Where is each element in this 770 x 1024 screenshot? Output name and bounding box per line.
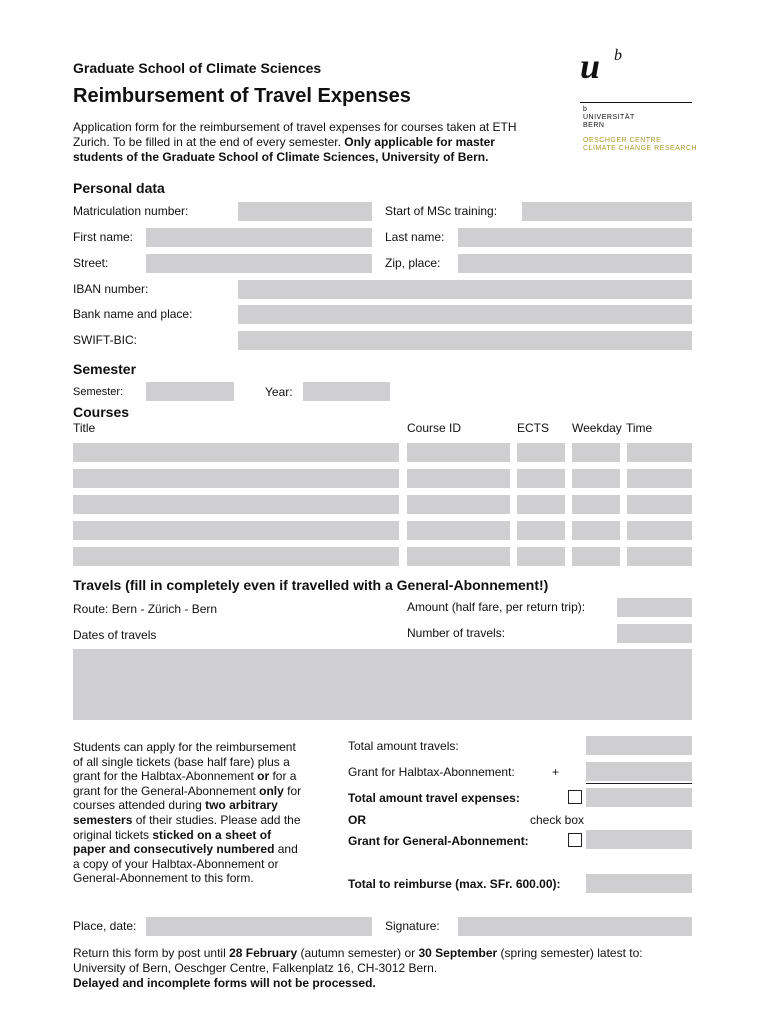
course-weekday-field[interactable]: [572, 469, 620, 488]
course-title-field[interactable]: [73, 521, 399, 540]
course-weekday-field[interactable]: [572, 547, 620, 566]
logo-line-4: OESCHGER CENTRE: [583, 137, 662, 144]
course-title-field[interactable]: [73, 547, 399, 566]
bank-field[interactable]: [238, 305, 692, 324]
halbtax-checkbox[interactable]: [568, 790, 582, 804]
total-travels-field[interactable]: [586, 736, 692, 755]
total-expenses-field[interactable]: [586, 788, 692, 807]
matriculation-field[interactable]: [238, 202, 372, 221]
zip-field[interactable]: [458, 254, 692, 273]
halbtax-field[interactable]: [586, 762, 692, 781]
swift-field[interactable]: [238, 331, 692, 350]
course-weekday-field[interactable]: [572, 443, 620, 462]
course-course-id-field[interactable]: [407, 521, 510, 540]
or-label: OR: [348, 813, 366, 827]
matriculation-label: Matriculation number:: [73, 204, 189, 218]
last-name-field[interactable]: [458, 228, 692, 247]
total-travels-label: Total amount travels:: [348, 739, 459, 753]
check-box-hint: check box: [530, 813, 585, 827]
course-ects-field[interactable]: [517, 547, 565, 566]
street-field[interactable]: [146, 254, 372, 273]
zip-label: Zip, place:: [385, 256, 441, 270]
course-ects-field[interactable]: [517, 443, 565, 462]
reimburse-label: Total to reimburse (max. SFr. 600.00):: [348, 877, 561, 891]
col-ects: ECTS: [517, 421, 550, 435]
dates-field[interactable]: [73, 649, 692, 720]
logo-u: u: [580, 46, 601, 86]
street-label: Street:: [73, 256, 109, 270]
amount-label: Amount (half fare, per return trip):: [407, 600, 586, 614]
course-time-field[interactable]: [627, 443, 692, 462]
plus-sign: +: [552, 765, 560, 779]
course-weekday-field[interactable]: [572, 521, 620, 540]
first-name-label: First name:: [73, 230, 134, 244]
year-field[interactable]: [303, 382, 390, 401]
course-ects-field[interactable]: [517, 521, 565, 540]
logo-rule: [580, 102, 692, 103]
travels-heading: Travels (fill in completely even if travelled with a General-Abonnement!): [73, 577, 549, 593]
route-label: Route: Bern - Zürich - Bern: [73, 602, 218, 616]
col-title: Title: [73, 421, 96, 435]
swift-label: SWIFT-BIC:: [73, 333, 137, 347]
ga-checkbox[interactable]: [568, 833, 582, 847]
reimburse-field[interactable]: [586, 874, 692, 893]
logo-line-1: b: [583, 106, 588, 113]
halbtax-label: Grant for Halbtax-Abonnement:: [348, 765, 515, 779]
course-weekday-field[interactable]: [572, 495, 620, 514]
school-name: Graduate School of Climate Sciences: [73, 60, 322, 76]
dates-label: Dates of travels: [73, 628, 157, 642]
iban-label: IBAN number:: [73, 282, 149, 296]
course-title-field[interactable]: [73, 443, 399, 462]
logo-line-5: CLIMATE CHANGE RESEARCH: [583, 145, 698, 152]
msc-start-label: Start of MSc training:: [385, 204, 498, 218]
ga-label: Grant for General-Abonnement:: [348, 834, 529, 848]
logo-line-2: UNIVERSITÄT: [583, 114, 635, 121]
sum-rule: [586, 783, 692, 784]
intro-line-3: students of the Graduate School of Climate Sciences, University of Bern.: [73, 150, 489, 164]
form-title: Reimbursement of Travel Expenses: [73, 85, 411, 107]
course-ects-field[interactable]: [517, 495, 565, 514]
info-paragraph: Students can apply for the reimbursement of all single tickets (base half fare) plus a grant for the Halbtax-Abonnement or for a grant for the General-Abonnement only for courses attended during two arbitrary semesters of their studies. Please add the original tickets sticked on a sheet of paper and consecutively numbered and a copy of your Halbtax-Abonnement or General-Abonnement to this form.: [73, 740, 302, 886]
number-label: Number of travels:: [407, 626, 506, 640]
personal-data-heading: Personal data: [73, 180, 165, 196]
first-name-field[interactable]: [146, 228, 372, 247]
course-course-id-field[interactable]: [407, 495, 510, 514]
course-title-field[interactable]: [73, 469, 399, 488]
course-time-field[interactable]: [627, 521, 692, 540]
col-weekday: Weekday: [572, 421, 622, 435]
semester-label: Semester:: [73, 386, 124, 398]
signature-label: Signature:: [385, 919, 440, 933]
intro-line-2: Zurich. To be filled in at the end of every semester. Only applicable for master: [73, 135, 495, 149]
place-date-field[interactable]: [146, 917, 372, 936]
course-course-id-field[interactable]: [407, 547, 510, 566]
footer-line-3: Delayed and incomplete forms will not be processed.: [73, 976, 376, 990]
semester-field[interactable]: [146, 382, 234, 401]
course-course-id-field[interactable]: [407, 443, 510, 462]
amount-field[interactable]: [617, 598, 692, 617]
course-time-field[interactable]: [627, 547, 692, 566]
course-course-id-field[interactable]: [407, 469, 510, 488]
col-time: Time: [626, 421, 653, 435]
course-time-field[interactable]: [627, 469, 692, 488]
place-date-label: Place, date:: [73, 919, 137, 933]
logo-b: b: [614, 47, 622, 64]
year-label: Year:: [265, 385, 293, 399]
bank-label: Bank name and place:: [73, 307, 193, 321]
intro-line-1: Application form for the reimbursement of travel expenses for courses taken at ETH: [73, 120, 517, 134]
last-name-label: Last name:: [385, 230, 445, 244]
courses-heading: Courses: [73, 404, 130, 420]
course-time-field[interactable]: [627, 495, 692, 514]
semester-heading: Semester: [73, 361, 137, 377]
total-expenses-label: Total amount travel expenses:: [348, 791, 520, 805]
course-ects-field[interactable]: [517, 469, 565, 488]
iban-field[interactable]: [238, 280, 692, 299]
col-course-id: Course ID: [407, 421, 462, 435]
number-field[interactable]: [617, 624, 692, 643]
course-title-field[interactable]: [73, 495, 399, 514]
logo-line-3: BERN: [583, 122, 605, 129]
msc-start-field[interactable]: [522, 202, 692, 221]
footer-line-2: University of Bern, Oeschger Centre, Falkenplatz 16, CH-3012 Bern.: [73, 961, 438, 975]
university-logo: [580, 46, 698, 158]
footer-line-1: Return this form by post until 28 February (autumn semester) or 30 September (spring semester) latest to:: [73, 946, 643, 960]
signature-field[interactable]: [458, 917, 692, 936]
ga-field[interactable]: [586, 830, 692, 849]
